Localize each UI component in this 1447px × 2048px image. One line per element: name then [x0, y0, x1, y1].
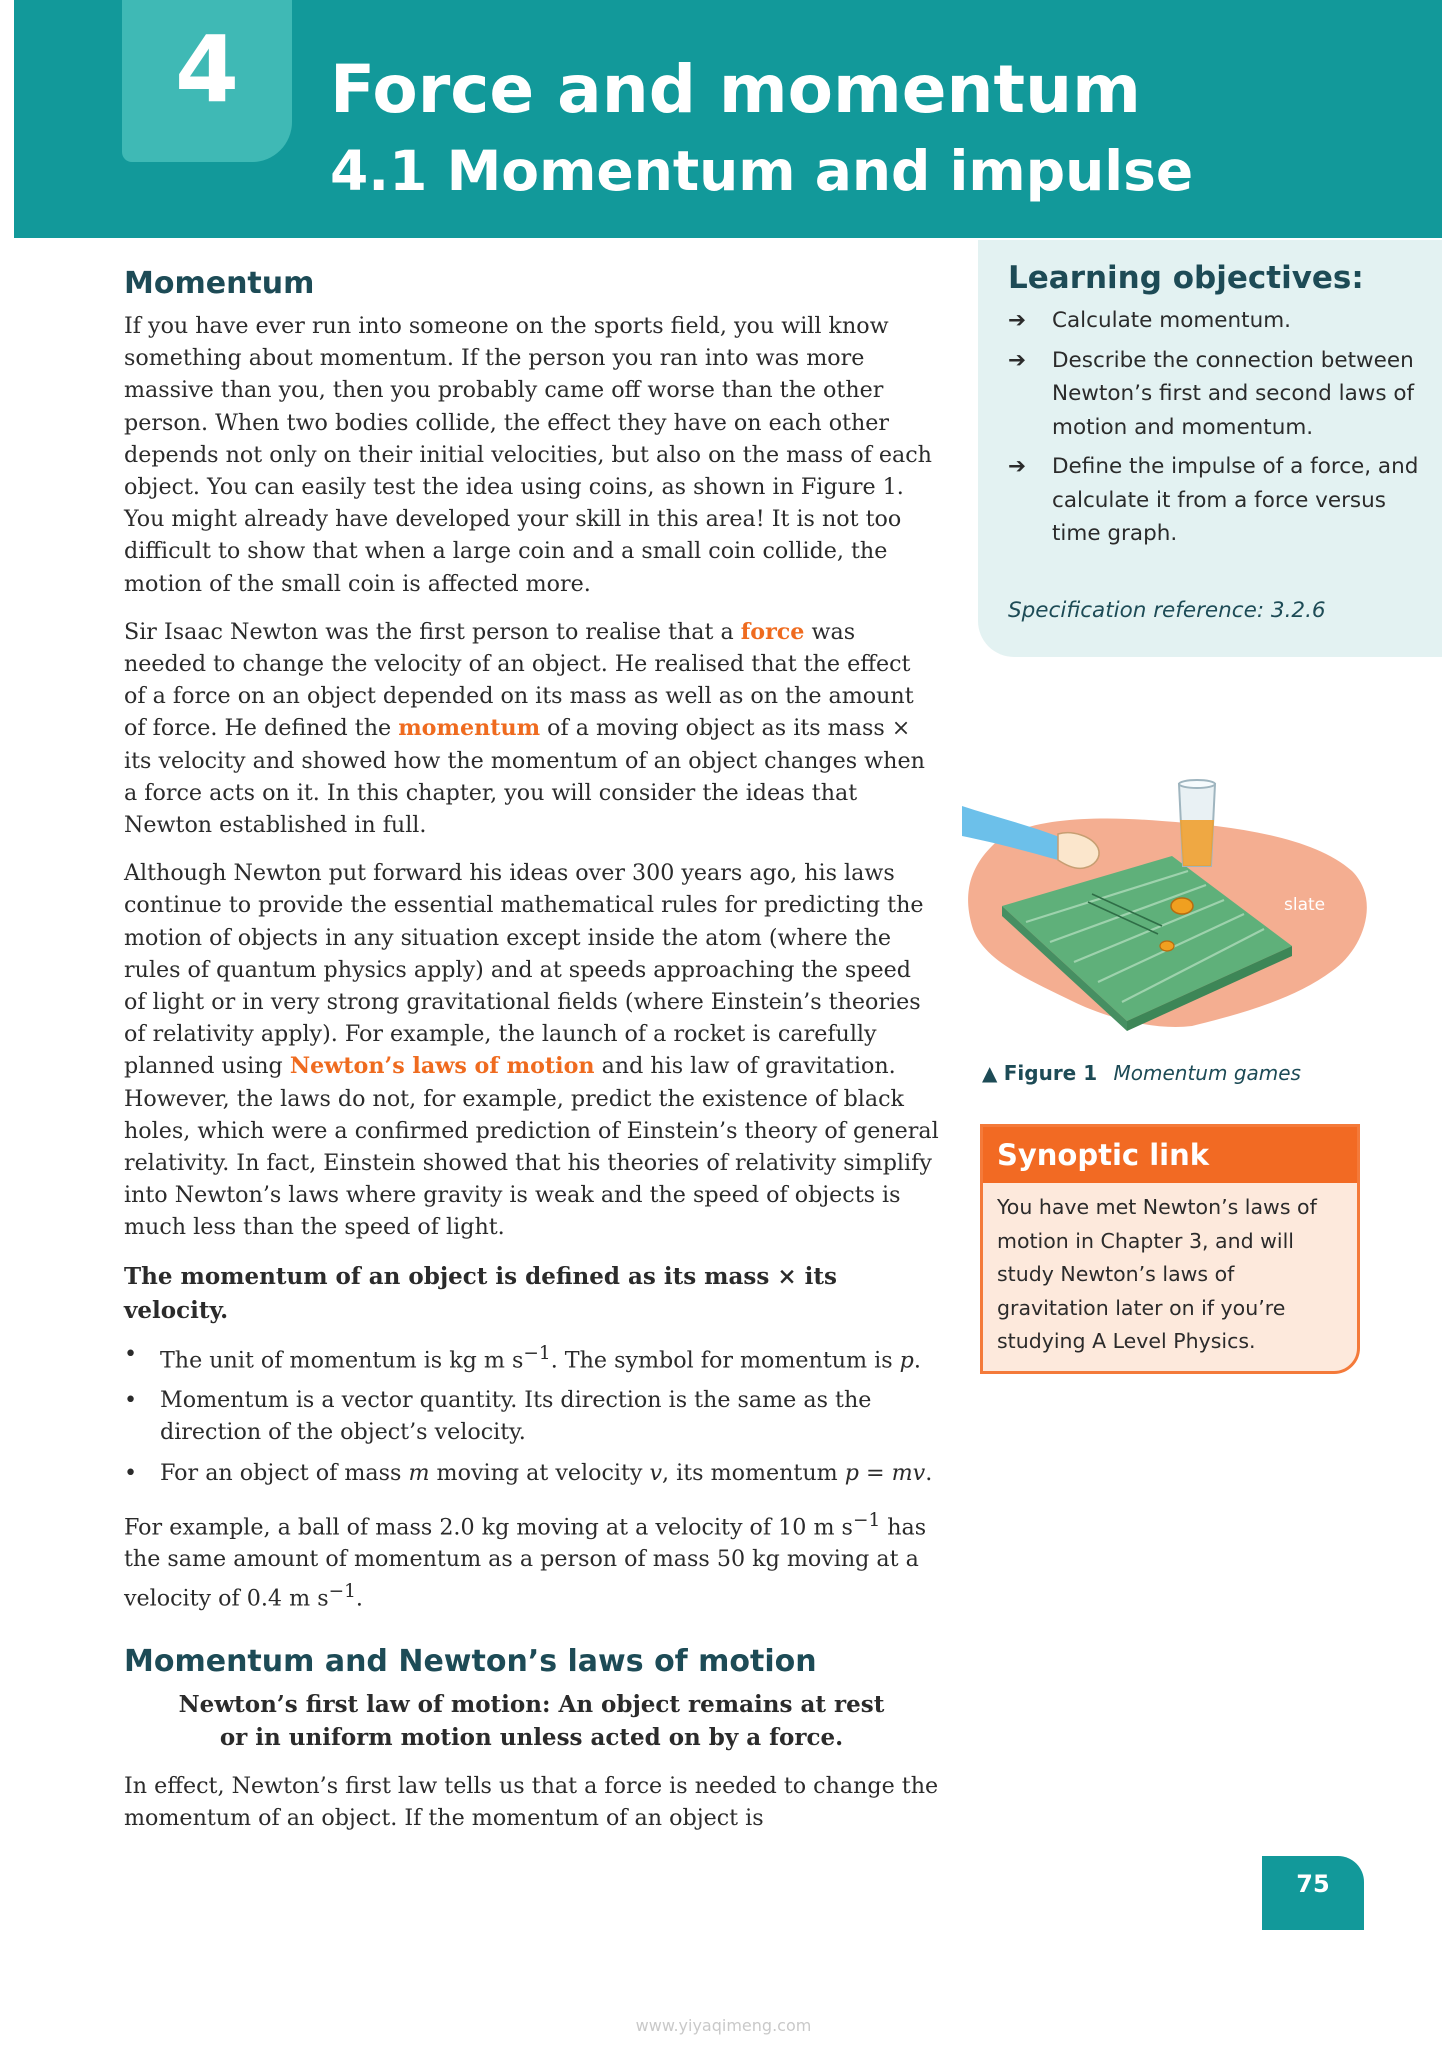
figure-caption — [982, 1058, 1301, 1088]
text-span: has the same amount of momentum as a person of mass 50 kg moving at a velocity of 0.4 m s — [124, 1514, 927, 1612]
figure-caption-text: Momentum games — [1113, 1061, 1301, 1085]
paragraph-first-law: In effect, Newton’s first law tells us that a force is needed to change the momentum of an object. If the momentum of an object is — [124, 1773, 939, 1832]
page-number: 75 — [1262, 1856, 1364, 1930]
bullet-icon: • — [124, 1387, 138, 1414]
text-span: and his law of gravitation. However, the laws do not, for example, predict the existence of black holes, which were a confirmed prediction of Einstein’s theory of general relativity. In fact, Einstein showed that his theories of relativity simplify into Newton’s laws where gravity is weak and the speed of objects is much less than the speed of light. — [124, 1053, 939, 1241]
chapter-number: 4 — [174, 16, 239, 123]
chapter-title: Force and momentum — [330, 51, 1141, 128]
superscript: −1 — [852, 1509, 881, 1531]
paragraph-newton-laws — [124, 857, 939, 1243]
text-span: moving at velocity — [429, 1459, 650, 1486]
text-span: Sir Isaac Newton was the first person to realise that a — [124, 618, 741, 645]
superscript: −1 — [523, 1342, 551, 1364]
watermark: www.yiyaqimeng.com — [635, 2016, 812, 2035]
symbol-p: p — [899, 1347, 914, 1374]
large-coin — [1171, 898, 1193, 914]
synoptic-link-title: Synoptic link — [983, 1127, 1357, 1183]
bullet-icon: • — [124, 1459, 138, 1486]
arrow-right-icon: ➔ — [1008, 308, 1027, 333]
learning-objectives-box — [978, 240, 1442, 657]
section-title: 4.1 Momentum and impulse — [330, 139, 1194, 203]
synoptic-link-box — [980, 1124, 1360, 1374]
chapter-header — [14, 0, 1442, 238]
text-span: The unit of momentum is kg m s — [160, 1347, 524, 1374]
keyword-newtons-laws[interactable]: Newton’s laws of motion — [289, 1053, 595, 1080]
paragraph-intro: If you have ever run into someone on the sports field, you will know something about momentum. If the person you ran into was more massive than you, then you probably came off worse than the other person. When two bodies collide, the effect they have on each other depends not only on their initial velocities, but also on the mass of each object. You can easily test the idea using coins, as shown in Figure 1. You might already have developed your skill in this area! It is not too difficult to show that when a large coin and a small coin collide, the motion of the small coin is affected more. — [124, 313, 932, 597]
text-span: was needed to change the velocity of an object. He realised that the effect of a force on an object depended on its mass as well as on the amount of force. He defined the — [124, 618, 914, 742]
small-coin — [1160, 941, 1174, 951]
list-item — [1008, 450, 1428, 551]
symbol-v: v — [649, 1459, 663, 1486]
newtons-first-law: Newton’s first law of motion: An object remains at rest or in uniform motion unless acted on by a force. — [178, 1691, 885, 1752]
text-span: . The symbol for momentum is — [550, 1347, 900, 1374]
keyword-force[interactable]: force — [740, 618, 805, 645]
momentum-bullets — [124, 1338, 939, 1489]
list-item — [124, 1384, 939, 1448]
main-text-column — [124, 262, 939, 1851]
text-span: . — [913, 1347, 921, 1374]
text-span: Although Newton put forward his ideas over 300 years ago, his laws continue to provide the essential mathematical rules for predicting the motion of objects in any situation except inside the atom (where the rules of quantum physics apply) and at speeds approaching the speed of light or in very strong gravitational fields (where Einstein’s theories of relativity apply). For example, the launch of a rocket is carefully planned using — [124, 860, 924, 1080]
learning-objectives-list — [1008, 304, 1428, 557]
list-item — [124, 1338, 939, 1377]
glass-of-juice — [1179, 780, 1215, 866]
figure-label: Figure 1 — [1003, 1061, 1098, 1085]
objective-text: Define the impulse of a force, and calculate it from a force versus time graph. — [1052, 454, 1419, 546]
arrow-right-icon: ➔ — [1008, 347, 1027, 373]
list-item — [1008, 304, 1428, 338]
heading-newtons-laws: Momentum and Newton’s laws of motion — [124, 1644, 817, 1680]
synoptic-link-text: You have met Newton’s laws of motion in Chapter 3, and will study Newton’s laws of gravitation later on if you’re studying A Level Physics. — [997, 1195, 1317, 1353]
text-span: . — [355, 1585, 363, 1612]
momentum-definition: The momentum of an object is defined as its mass × its velocity. — [124, 1262, 837, 1324]
text-span: For example, a ball of mass 2.0 kg moving at a velocity of 10 m s — [124, 1514, 853, 1541]
text-span: For an object of mass — [160, 1459, 409, 1486]
arrow-right-icon: ➔ — [1008, 454, 1027, 479]
keyword-momentum[interactable]: momentum — [398, 715, 541, 742]
text-span: , its momentum — [662, 1459, 845, 1486]
heading-momentum: Momentum — [124, 266, 315, 301]
objective-text: Calculate momentum. — [1052, 308, 1291, 333]
triangle-up-icon: ▲ — [982, 1061, 998, 1085]
equation: p = mv — [844, 1459, 926, 1486]
paragraph-newton-force — [124, 616, 939, 841]
list-item — [1008, 344, 1428, 445]
chapter-number-tab — [122, 0, 292, 162]
bullet-icon: • — [124, 1340, 138, 1367]
text-span: . — [925, 1459, 933, 1486]
objective-text: Describe the connection between Newton’s first and second laws of motion and momentum. — [1052, 347, 1415, 440]
text-span: Momentum is a vector quantity. Its direction is the same as the direction of the object’s velocity. — [160, 1387, 872, 1446]
figure-momentum-games — [962, 776, 1372, 1046]
specification-reference: Specification reference: 3.2.6 — [1008, 598, 1326, 623]
text-span: of a moving object as its mass × its velocity and showed how the momentum of an object changes when a force acts on it. In this chapter, you will consider the ideas that Newton established in full. — [124, 715, 925, 839]
paragraph-example — [124, 1505, 939, 1614]
slate-label: slate — [1284, 895, 1326, 915]
superscript: −1 — [328, 1580, 356, 1602]
list-item — [124, 1457, 939, 1489]
symbol-m: m — [408, 1459, 430, 1486]
learning-objectives-title: Learning objectives: — [1008, 260, 1364, 296]
